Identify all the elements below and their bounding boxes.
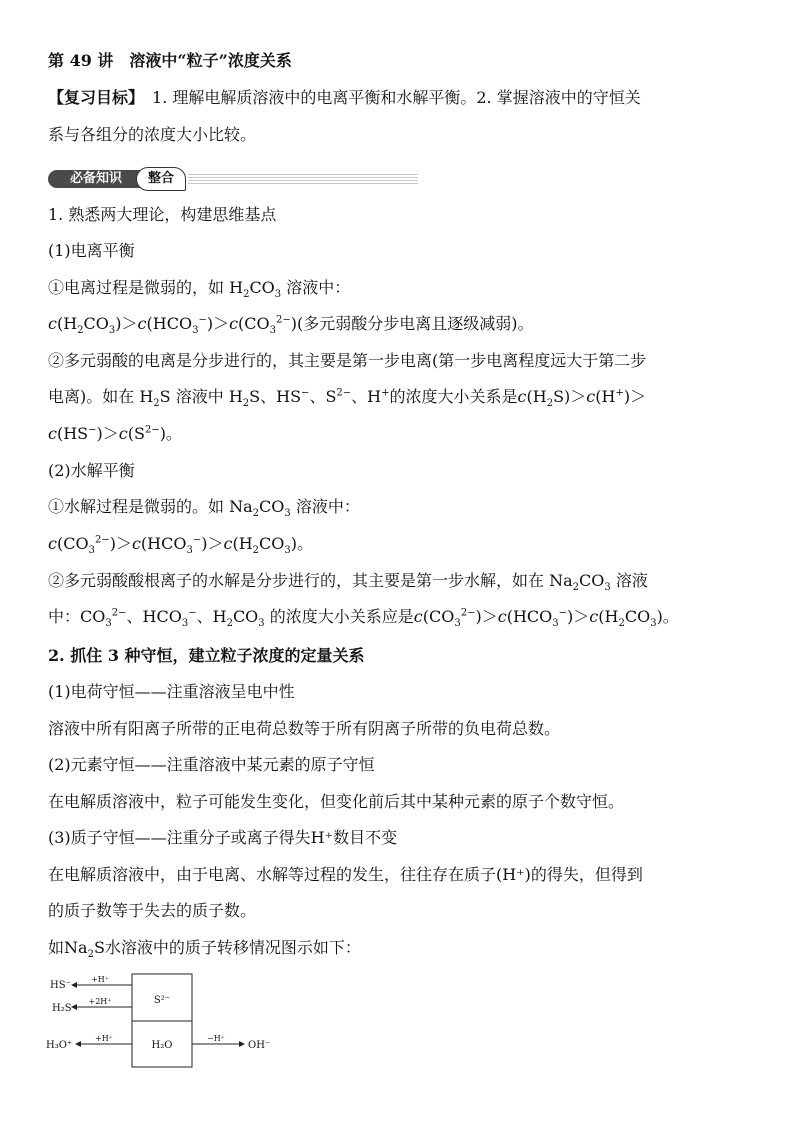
- s1-p1-text-b: 溶液中：: [286, 278, 351, 297]
- proton-transfer-diagram: [40, 968, 300, 1078]
- review-goal-line-2: 系与各组分的浓度大小比较。: [48, 125, 257, 144]
- s2-fig-intro-b: 水溶液中的质子转移情况图示如下：: [104, 938, 361, 957]
- item-oh: OH⁻: [248, 1040, 271, 1051]
- diagram-box-top-label: S²⁻: [153, 995, 171, 1006]
- s1-formula-2: $c(CO_3^{2-})>c(HCO_3^-)>c(H_2CO_3)$。: [48, 534, 314, 557]
- s2-b-text: 在电解质溶液中，粒子可能发生变化，但变化前后其中某种元素的原子个数守恒。: [48, 792, 625, 811]
- s1-p3-text-a: ①水解过程是微弱的。如: [48, 497, 225, 516]
- arrow-label-1: +H⁺: [91, 975, 109, 984]
- s2-fig-intro: 如$Na_2S$水溶液中的质子转移情况图示如下：: [48, 938, 361, 961]
- s1-title: 1. 熟悉两大理论，构建思维基点: [48, 205, 277, 224]
- s1-p2-line-2: 电离)。如在 $H_2S$ 溶液中 $H_2S$、HS−、$S^{2-}$、H+的浓度大小关系是$c(H_2S)>c(H^+)>$: [48, 387, 647, 410]
- s1-p2-text-b: 溶液中: [175, 387, 224, 406]
- section-tag-left: 必备知识: [48, 170, 144, 188]
- s2-fig-intro-a: 如: [48, 938, 65, 957]
- diagram-box-bottom-label: H₂O: [151, 1040, 173, 1051]
- s1-p3-text-b: 溶液中：: [295, 497, 360, 516]
- arrow-label-3: +H⁺: [95, 1034, 113, 1043]
- s1-p2-text-a: 电离)。如在: [48, 387, 135, 406]
- review-goal-text-1: 1. 理解电解质溶液中的电离平衡和水解平衡。2. 掌握溶液中的守恒关: [136, 88, 641, 107]
- s1-p2-line-1: ②多元弱酸的电离是分步进行的，其主要是第一步电离(第一步电离程度远大于第二步: [48, 351, 647, 370]
- page-title: 第 49 讲 溶液中“粒子”浓度关系: [48, 51, 292, 70]
- s1-sub1: (1)电离平衡: [48, 241, 135, 260]
- s2-title: 2. 抓住 3 种守恒，建立粒子浓度的定量关系: [48, 646, 365, 665]
- s1-p1-text-a: ①电离过程是微弱的，如: [48, 278, 225, 297]
- s1-p2-line-3: $c(HS^-)>c(S^{2-})$。: [48, 424, 182, 443]
- s2-b-title: (2)元素守恒——注重溶液中某元素的原子守恒: [48, 755, 375, 774]
- s1-p3: ①水解过程是微弱的。如 $Na_2CO_3$ 溶液中：: [48, 497, 360, 520]
- arrow-label-2: +2H⁺: [88, 997, 112, 1006]
- s1-p4-text-a: ②多元弱酸酸根离子的水解是分步进行的，其主要是第一步水解，如在: [48, 571, 545, 590]
- s2-c-text-2: 的质子数等于失去的质子数。: [48, 901, 257, 920]
- s1-p1: ①电离过程是微弱的，如 $H_2CO_3$ 溶液中：: [48, 278, 351, 301]
- s1-p1-note: (多元弱酸分步电离且逐级减弱)。: [297, 314, 534, 333]
- s1-p4-text-d: 的浓度大小关系应是: [269, 607, 414, 626]
- arrow-label-4: −H⁺: [207, 1034, 225, 1043]
- s1-p2-text-c: 的浓度大小关系是: [389, 387, 518, 406]
- s1-p4-text-c: 中：: [48, 607, 81, 626]
- section-tag-stripes: [188, 174, 418, 184]
- s2-a-title: (1)电荷守恒——注重溶液呈电中性: [48, 682, 295, 701]
- s1-formula-1: $c(H_2CO_3)>c(HCO_3^-)>c(CO_3^{2-})$(多元弱酸分步电离且逐级减弱)。: [48, 314, 534, 337]
- item-h3o: H₃O⁺: [46, 1040, 73, 1051]
- s2-c-text-1: 在电解质溶液中，由于电离、水解等过程的发生，往往存在质子(H⁺)的得失，但得到: [48, 865, 643, 884]
- section-tag: [48, 166, 378, 192]
- s1-p4-line-2: 中：$CO_3^{2-}$、$HCO_3^-$、$H_2CO_3$ 的浓度大小关系应是$c(CO_3^{2-})>c(HCO_3^-)>c(H_2CO_3)$。: [48, 607, 679, 630]
- section-tag-right: 整合: [136, 167, 186, 191]
- item-h2s: H₂S: [52, 1003, 72, 1014]
- s2-a-text: 溶液中所有阳离子所带的正电荷总数等于所有阴离子所带的负电荷总数。: [48, 719, 561, 738]
- item-hs: HS⁻: [50, 980, 71, 991]
- s2-c-title: (3)质子守恒——注重分子或离子得失H⁺数目不变: [48, 828, 398, 847]
- review-goal-label: 【复习目标】: [48, 88, 137, 107]
- s1-sub2: (2)水解平衡: [48, 461, 135, 480]
- s1-p4-text-b: 溶液: [615, 571, 648, 590]
- s1-p4-line-1: ②多元弱酸酸根离子的水解是分步进行的，其主要是第一步水解，如在 $Na_2CO_3$ 溶液: [48, 571, 648, 594]
- review-goal-line-1: [48, 87, 641, 109]
